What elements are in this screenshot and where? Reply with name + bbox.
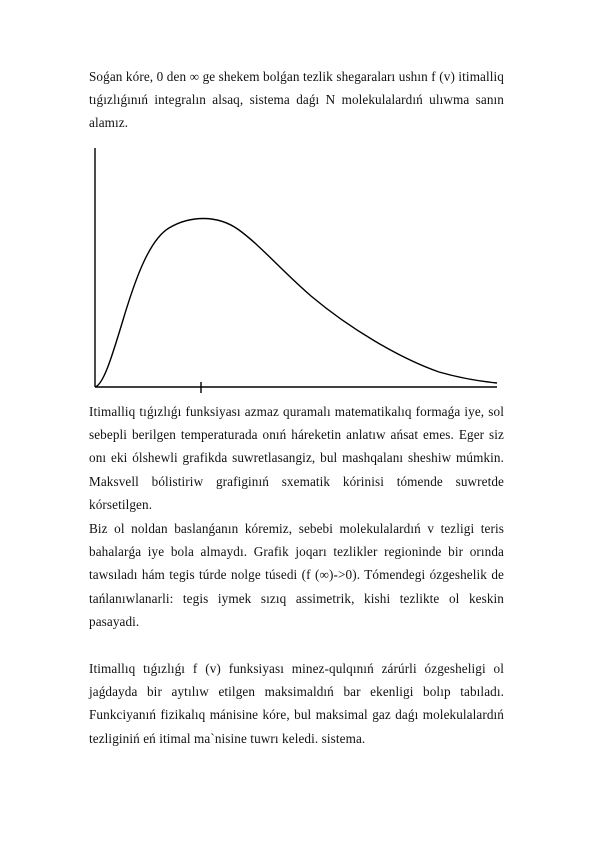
maxwell-distribution-figure xyxy=(89,140,504,395)
distribution-graph xyxy=(89,140,504,395)
paragraph-maximum: Itimallıq tıǵızlıǵı f (v) funksiyası minez-qulqınıń zárúrli ózgesheligi ol jaǵdayda bir aytılıw etilgen maksimaldıń bar ekenligi bolıp tabıladı. Funkciyanıń fizikalıq mánisine kóre, bul maksimal gaz daǵı molekulalardıń tezliginiń eń itimal ma`nisine tuwrı keledi. sistema. xyxy=(89,661,504,746)
distribution-curve xyxy=(95,219,497,388)
paragraph-intro: Soǵan kóre, 0 den ∞ ge shekem bolǵan tezlik shegaraları ushın f (v) itimalliq tıǵızlıǵınıń integralın alsaq, sistema daǵı N molekulalardıń ulıwma sanın alamız. xyxy=(89,69,504,131)
paragraph-probability-density: Itimalliq tıǵızlıǵı funksiyası azmaz quramalı matematikalıq formaǵa iye, sol sebepli berilgen temperaturada onıń háreketin anlatıw ańsat emes. Eger siz onı eki ólshewli grafikda suwretlasangiz, bul mashqalanı sheshiw múmkin. Maksvell bólistiriw grafiginıń sxematik kórinisi tómende suwretde kórsetilgen. xyxy=(89,404,504,512)
paragraph-graph-shape: Biz ol noldan baslanǵanın kóremiz, sebebi molekulalardıń v tezligi teris bahalarǵa iye bola almaydı. Grafik joqarı tezlikler regioninde bir orında tawsıladı hám tegis túrde nolge túsedi (f (∞)->0). Tómendegi ózgeshelik de tańlanıwlanarli: tegis iymek sızıq assimetrik, kishi tezlikte ol keskin pasayadi. xyxy=(89,521,504,629)
